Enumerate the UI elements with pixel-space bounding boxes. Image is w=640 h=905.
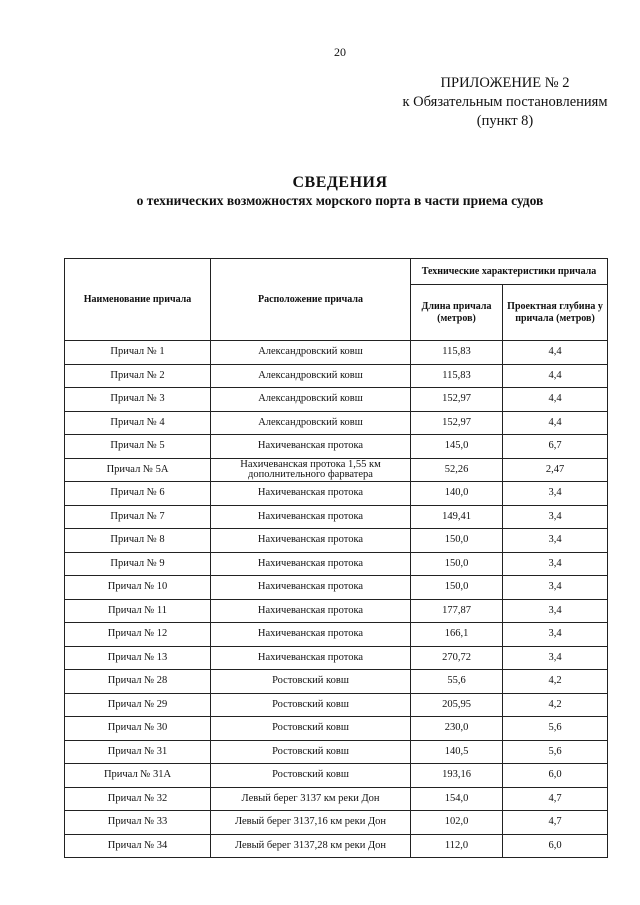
page-number: 20 xyxy=(334,45,346,59)
berths-table xyxy=(64,258,608,858)
berth-location-cell: Александровский ковш xyxy=(211,341,411,365)
berth-location-cell: Ростовский ковш xyxy=(211,740,411,764)
berth-length-cell: 52,26 xyxy=(411,458,503,482)
berth-length-cell: 193,16 xyxy=(411,764,503,788)
berth-length-cell: 177,87 xyxy=(411,599,503,623)
berth-depth-cell: 4,2 xyxy=(503,670,608,694)
berth-location-cell: Нахичеванская протока xyxy=(211,576,411,600)
berth-depth-cell: 5,6 xyxy=(503,740,608,764)
berth-length-cell: 150,0 xyxy=(411,576,503,600)
berth-depth-cell: 4,4 xyxy=(503,364,608,388)
berth-location-cell: Нахичеванская протока xyxy=(211,599,411,623)
berth-length-cell: 145,0 xyxy=(411,435,503,459)
table-row xyxy=(65,388,608,412)
appendix-clause: (пункт 8) xyxy=(476,113,534,129)
table-row xyxy=(65,787,608,811)
berth-length-cell: 205,95 xyxy=(411,693,503,717)
berth-name-cell: Причал № 5А xyxy=(65,458,211,482)
berth-location-cell: Ростовский ковш xyxy=(211,693,411,717)
header-berth-location: Расположение причала xyxy=(211,259,411,341)
header-berth-name: Наименование причала xyxy=(65,259,211,341)
table-row xyxy=(65,458,608,482)
berth-length-cell: 270,72 xyxy=(411,646,503,670)
berth-location-cell: Ростовский ковш xyxy=(211,717,411,741)
table-row xyxy=(65,552,608,576)
berth-location-cell: Нахичеванская протока xyxy=(211,646,411,670)
berth-name-cell: Причал № 31А xyxy=(65,764,211,788)
table-row xyxy=(65,341,608,365)
berth-length-cell: 140,0 xyxy=(411,482,503,506)
berth-length-cell: 140,5 xyxy=(411,740,503,764)
appendix-number: ПРИЛОЖЕНИЕ № 2 xyxy=(440,75,570,91)
berth-name-cell: Причал № 7 xyxy=(65,505,211,529)
table-row xyxy=(65,505,608,529)
table-row xyxy=(65,529,608,553)
table-row xyxy=(65,435,608,459)
header-technical-characteristics: Технические характеристики причала xyxy=(411,259,608,285)
appendix-header xyxy=(380,74,630,131)
table-row xyxy=(65,646,608,670)
berth-depth-cell: 3,4 xyxy=(503,482,608,506)
berth-length-cell: 102,0 xyxy=(411,811,503,835)
berth-length-cell: 149,41 xyxy=(411,505,503,529)
berth-length-cell: 150,0 xyxy=(411,552,503,576)
berth-depth-cell: 3,4 xyxy=(503,529,608,553)
berth-length-cell: 166,1 xyxy=(411,623,503,647)
berth-length-cell: 152,97 xyxy=(411,388,503,412)
berth-location-cell: Ростовский ковш xyxy=(211,670,411,694)
berth-name-cell: Причал № 34 xyxy=(65,834,211,858)
table-row xyxy=(65,717,608,741)
berth-depth-cell: 3,4 xyxy=(503,623,608,647)
berth-location-cell: Нахичеванская протока xyxy=(211,435,411,459)
berth-length-cell: 152,97 xyxy=(411,411,503,435)
berths-table-body xyxy=(65,341,608,858)
berth-name-cell: Причал № 13 xyxy=(65,646,211,670)
table-row xyxy=(65,623,608,647)
berth-location-cell: Левый берег 3137 км реки Дон xyxy=(211,787,411,811)
berth-name-cell: Причал № 33 xyxy=(65,811,211,835)
table-row xyxy=(65,834,608,858)
berth-name-cell: Причал № 12 xyxy=(65,623,211,647)
berth-length-cell: 154,0 xyxy=(411,787,503,811)
berth-length-cell: 230,0 xyxy=(411,717,503,741)
berth-depth-cell: 3,4 xyxy=(503,576,608,600)
berth-length-cell: 112,0 xyxy=(411,834,503,858)
berth-location-cell: Нахичеванская протока xyxy=(211,529,411,553)
berth-depth-cell: 5,6 xyxy=(503,717,608,741)
table-row xyxy=(65,482,608,506)
berth-name-cell: Причал № 2 xyxy=(65,364,211,388)
table-row xyxy=(65,576,608,600)
berth-location-cell: Нахичеванская протока xyxy=(211,505,411,529)
berth-name-cell: Причал № 6 xyxy=(65,482,211,506)
table-row xyxy=(65,693,608,717)
berth-name-cell: Причал № 11 xyxy=(65,599,211,623)
berth-name-cell: Причал № 9 xyxy=(65,552,211,576)
berth-depth-cell: 6,7 xyxy=(503,435,608,459)
berth-depth-cell: 4,7 xyxy=(503,811,608,835)
berth-depth-cell: 2,47 xyxy=(503,458,608,482)
header-design-depth: Проектная глубина у причала (метров) xyxy=(503,285,608,341)
berth-location-cell: Ростовский ковш xyxy=(211,764,411,788)
berth-location-cell: Нахичеванская протока xyxy=(211,482,411,506)
table-row xyxy=(65,740,608,764)
appendix-reference: к Обязательным постановлениям xyxy=(402,94,608,110)
berth-name-cell: Причал № 8 xyxy=(65,529,211,553)
berth-length-cell: 115,83 xyxy=(411,341,503,365)
berth-name-cell: Причал № 31 xyxy=(65,740,211,764)
berth-location-cell: Нахичеванская протока 1,55 км дополнительного фарватера xyxy=(211,458,411,482)
berth-name-cell: Причал № 5 xyxy=(65,435,211,459)
table-row xyxy=(65,764,608,788)
berth-location-cell: Нахичеванская протока xyxy=(211,623,411,647)
berth-depth-cell: 6,0 xyxy=(503,834,608,858)
berth-location-cell: Александровский ковш xyxy=(211,388,411,412)
berth-name-cell: Причал № 29 xyxy=(65,693,211,717)
berth-depth-cell: 3,4 xyxy=(503,552,608,576)
berth-depth-cell: 4,4 xyxy=(503,388,608,412)
table-row xyxy=(65,670,608,694)
document-title: СВЕДЕНИЯ xyxy=(292,174,388,191)
berth-depth-cell: 3,4 xyxy=(503,599,608,623)
berth-name-cell: Причал № 3 xyxy=(65,388,211,412)
berth-name-cell: Причал № 10 xyxy=(65,576,211,600)
berth-depth-cell: 6,0 xyxy=(503,764,608,788)
berth-location-cell: Александровский ковш xyxy=(211,364,411,388)
table-row xyxy=(65,364,608,388)
berth-name-cell: Причал № 4 xyxy=(65,411,211,435)
berth-length-cell: 115,83 xyxy=(411,364,503,388)
berth-depth-cell: 4,2 xyxy=(503,693,608,717)
table-row xyxy=(65,411,608,435)
berth-location-cell: Нахичеванская протока xyxy=(211,552,411,576)
berth-name-cell: Причал № 32 xyxy=(65,787,211,811)
berth-location-cell: Левый берег 3137,16 км реки Дон xyxy=(211,811,411,835)
document-subtitle: о технических возможностях морского порта в части приема судов xyxy=(136,193,544,208)
berth-location-cell: Левый берег 3137,28 км реки Дон xyxy=(211,834,411,858)
berth-depth-cell: 3,4 xyxy=(503,646,608,670)
berth-depth-cell: 4,7 xyxy=(503,787,608,811)
berth-depth-cell: 4,4 xyxy=(503,411,608,435)
table-row xyxy=(65,811,608,835)
berth-depth-cell: 3,4 xyxy=(503,505,608,529)
berth-name-cell: Причал № 30 xyxy=(65,717,211,741)
header-berth-length: Длина причала (метров) xyxy=(411,285,503,341)
berth-length-cell: 150,0 xyxy=(411,529,503,553)
berth-location-cell: Александровский ковш xyxy=(211,411,411,435)
berth-length-cell: 55,6 xyxy=(411,670,503,694)
berth-depth-cell: 4,4 xyxy=(503,341,608,365)
table-row xyxy=(65,599,608,623)
berth-name-cell: Причал № 28 xyxy=(65,670,211,694)
berth-name-cell: Причал № 1 xyxy=(65,341,211,365)
